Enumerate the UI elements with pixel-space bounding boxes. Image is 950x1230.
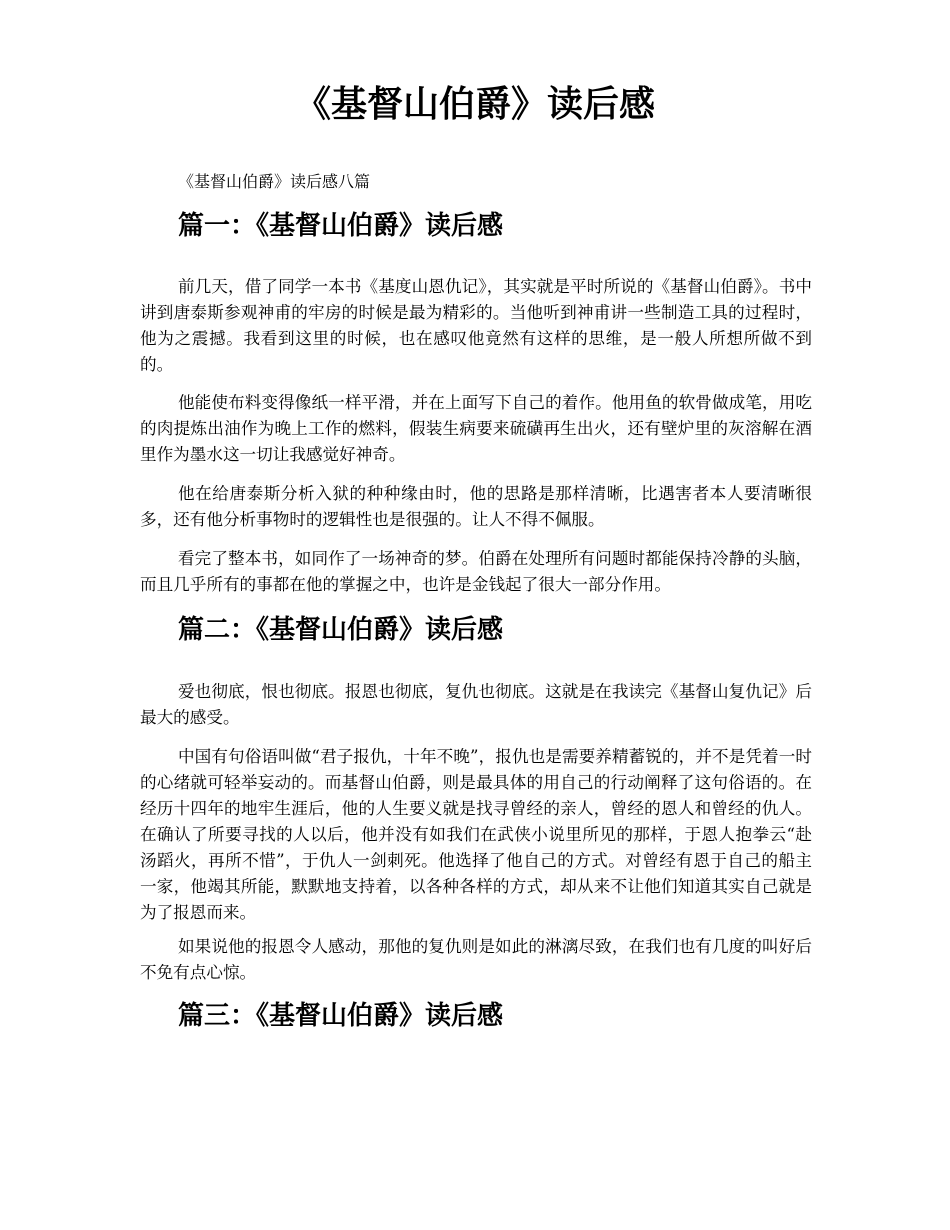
document-title: 《基督山伯爵》读后感 — [294, 83, 655, 125]
section-2-paragraph-2: 中国有句俗语叫做“君子报仇，十年不晚”，报仇也是需要养精蓄锐的，并不是凭着一时的心绪就可轻举妄动的。而基督山伯爵，则是最具体的用自己的行动阐释了这句俗语的。在经历十四年的地牢生涯后，他的人生要义就是找寻曾经的亲人，曾经的恩人和曾经的仇人。在确认了所要寻找的人以后，他并没有如我们在武侠小说里所见的那样，于恩人抱拳云“赴汤蹈火，再所不惜”，于仇人一剑刺死。他选择了他自己的方式。对曾经有恩于自己的船主一家，他竭其所能，默默地支持着，以各种各样的方式，却从来不让他们知道其实自己就是为了报恩而来。 — [140, 747, 812, 922]
document-subtitle: 《基督山伯爵》读后感八篇 — [178, 172, 371, 191]
section-2-paragraph-3: 如果说他的报恩令人感动，那他的复仇则是如此的淋漓尽致，在我们也有几度的叫好后不免有点心惊。 — [140, 937, 812, 982]
section-heading-1: 篇一：《基督山伯爵》读后感 — [178, 211, 504, 241]
section-heading-3: 篇三：《基督山伯爵》读后感 — [178, 1001, 504, 1031]
section-1-paragraph-3: 他在给唐泰斯分析入狱的种种缘由时，他的思路是那样清晰，比遇害者本人要清晰很多，还有他分析事物时的逻辑性也是很强的。让人不得不佩服。 — [140, 484, 812, 529]
section-1-paragraph-2: 他能使布料变得像纸一样平滑，并在上面写下自己的着作。他用鱼的软骨做成笔，用吃的肉提炼出油作为晚上工作的燃料，假装生病要来硫磺再生出火，还有壁炉里的灰溶解在酒里作为墨水这一切让我感觉好神奇。 — [140, 393, 812, 464]
section-1-paragraph-4: 看完了整本书，如同作了一场神奇的梦。伯爵在处理所有问题时都能保持冷静的头脑，而且几乎所有的事都在他的掌握之中，也许是金钱起了很大一部分作用。 — [140, 549, 812, 594]
section-1-paragraph-1: 前几天，借了同学一本书《基度山恩仇记》，其实就是平时所说的《基督山伯爵》。书中讲到唐泰斯参观神甫的牢房的时候是最为精彩的。当他听到神甫讲一些制造工具的过程时，他为之震撼。我看到这里的时候，也在感叹他竟然有这样的思维，是一般人所想所做不到的。 — [140, 277, 812, 374]
section-2-paragraph-1: 爱也彻底，恨也彻底。报恩也彻底，复仇也彻底。这就是在我读完《基督山复仇记》后最大的感受。 — [140, 682, 812, 727]
section-heading-2: 篇二：《基督山伯爵》读后感 — [178, 615, 504, 645]
